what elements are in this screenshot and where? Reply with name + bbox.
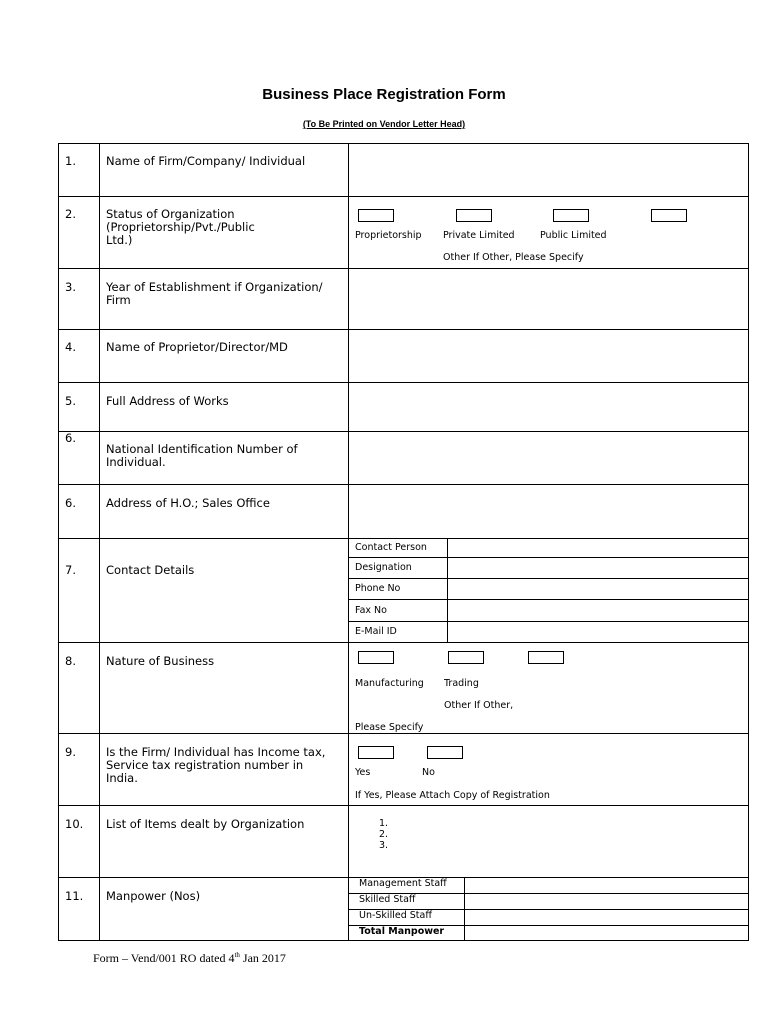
tax-yes-checkbox[interactable] [358,746,394,759]
works-address-input[interactable] [349,383,748,430]
column-divider-label [348,143,349,941]
list-item: 2. [379,829,389,840]
phone-no-input[interactable] [448,579,748,599]
label-manpower: Manpower (Nos) [106,889,201,903]
row-divider [58,196,749,197]
year-established-input[interactable] [349,269,748,328]
contact-person-label: Contact Person [355,542,427,553]
tax-no-checkbox[interactable] [427,746,463,759]
tax-no-label: No [422,767,435,778]
row-number-1: 1. [65,154,76,168]
row-number-7: 7. [65,563,76,577]
email-id-label: E-Mail ID [355,626,397,637]
fax-no-input[interactable] [448,600,748,621]
proprietorship-checkbox[interactable] [358,209,394,222]
form-title: Business Place Registration Form [262,86,506,103]
email-id-input[interactable] [448,622,748,642]
total-manpower-label: Total Manpower [359,926,445,937]
management-staff-input[interactable] [465,878,748,893]
trading-label: Trading [444,678,479,689]
form-footer [93,951,286,966]
footer-text: Form – Vend/001 RO dated 4 [93,951,235,965]
proprietor-name-input[interactable] [349,330,748,381]
tax-yes-label: Yes [355,767,371,778]
total-manpower-input[interactable] [465,926,748,940]
form-subtitle: (To Be Printed on Vendor Letter Head) [302,119,466,129]
label-works-address: Full Address of Works [106,394,229,408]
row-divider [58,805,749,806]
other-status-checkbox[interactable] [651,209,687,222]
phone-no-label: Phone No [355,583,401,594]
national-id-input[interactable] [349,432,748,483]
other-business-label: Other If Other, [444,700,514,711]
designation-label: Designation [355,562,412,573]
label-national-id: National Identification Number of Individual. [106,442,298,469]
row-number-11: 11. [65,889,84,903]
public-limited-label: Public Limited [540,230,607,241]
manufacturing-label: Manufacturing [355,678,424,689]
footer-text-end: Jan 2017 [239,951,286,965]
skilled-staff-input[interactable] [465,894,748,909]
label-tax-registration: Is the Firm/ Individual has Income tax, Service tax registration number in India. [106,745,326,785]
label-firm-name: Name of Firm/Company/ Individual [106,154,306,168]
label-organization-status: Status of Organization (Proprietorship/Pvt./Public Ltd.) [106,207,255,247]
items-list [379,818,388,851]
tax-attach-note: If Yes, Please Attach Copy of Registration [355,790,550,801]
row-number-6a: 6. [65,431,76,445]
label-proprietor-name: Name of Proprietor/Director/MD [106,340,288,354]
other-status-label: Other If Other, Please Specify [443,252,584,263]
row-number-10: 10. [65,817,84,831]
items-input[interactable] [395,816,745,874]
proprietorship-label: Proprietorship [355,230,422,241]
management-staff-label: Management Staff [359,878,447,889]
row-divider [58,642,749,643]
fax-no-label: Fax No [355,605,387,616]
designation-input[interactable] [448,558,748,578]
trading-checkbox[interactable] [448,651,484,664]
label-items-list: List of Items dealt by Organization [106,817,305,831]
row-number-9: 9. [65,745,76,759]
label-contact-details: Contact Details [106,563,195,577]
list-item: 3. [379,840,389,851]
row-number-3: 3. [65,280,76,294]
unskilled-staff-label: Un-Skilled Staff [359,910,432,921]
footer-superscript: th [234,951,240,959]
row-number-2: 2. [65,207,76,221]
private-limited-checkbox[interactable] [456,209,492,222]
contact-person-input[interactable] [448,539,748,557]
please-specify-label: Please Specify [355,722,424,733]
row-number-4: 4. [65,340,76,354]
manufacturing-checkbox[interactable] [358,651,394,664]
skilled-staff-label: Skilled Staff [359,894,416,905]
row-number-6b: 6. [65,496,76,510]
public-limited-checkbox[interactable] [553,209,589,222]
private-limited-label: Private Limited [443,230,515,241]
label-ho-address: Address of H.O.; Sales Office [106,496,270,510]
firm-name-input[interactable] [349,144,748,195]
row-number-8: 8. [65,654,76,668]
label-year-established: Year of Establishment if Organization/ Firm [106,280,323,307]
ho-address-input[interactable] [349,485,748,537]
other-business-checkbox[interactable] [528,651,564,664]
list-item: 1. [379,818,389,829]
row-number-5: 5. [65,394,76,408]
label-nature-of-business: Nature of Business [106,654,215,668]
row-divider [58,733,749,734]
unskilled-staff-input[interactable] [465,910,748,925]
column-divider-number [99,143,100,941]
